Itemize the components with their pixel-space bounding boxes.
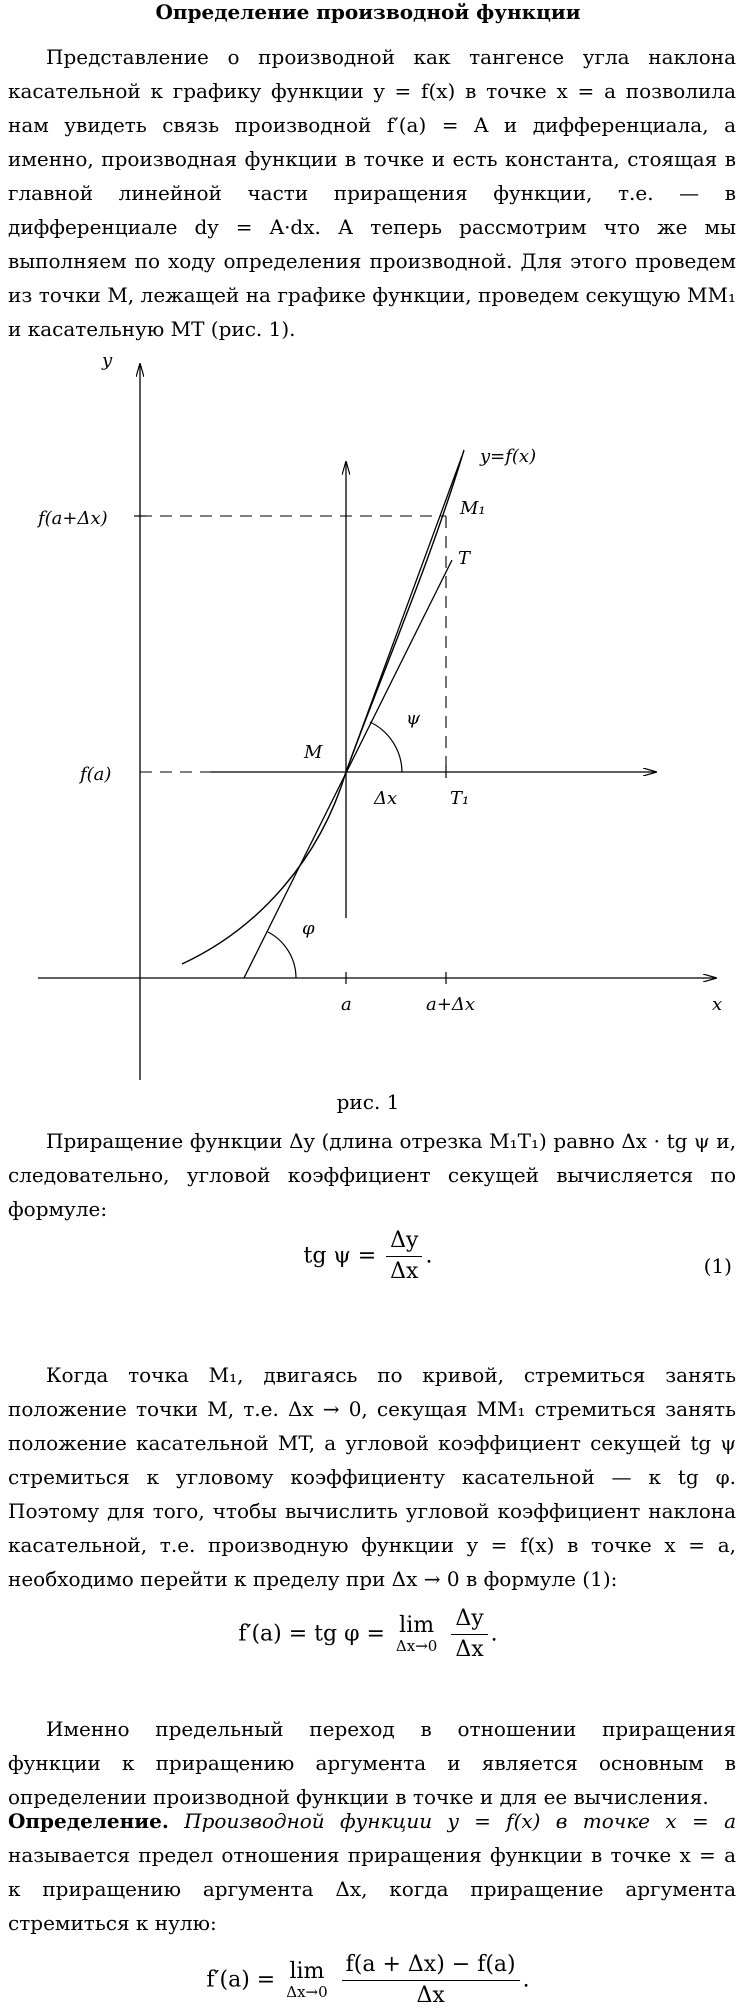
formula-2-limit: [395, 1612, 438, 1655]
angle-psi-arc: [370, 722, 402, 772]
label-phi: φ: [302, 918, 315, 939]
definition-rest: называется предел отношения приращения функции в точке x = a к приращению аргумента Δx, когда приращение аргумента стремиться к нулю:: [8, 1843, 736, 1935]
formula-3-den: Δx: [416, 1983, 445, 2008]
limit-paragraph: Когда точка M₁, двигаясь по кривой, стремиться занять положение точки M, т.е. Δx → 0, секущая MM₁ стремиться занять положение касательной MT, а угловой коэффициент секущей tg ψ стремиться к угловому коэффициенту касательной — к tg φ. Поэтому для того, чтобы вычислить угловой коэффициент наклона касательной, т.е. производную функции y = f(x) в точке x = a, необходимо перейти к пределу при Δx → 0 в формуле (1):: [8, 1363, 736, 1591]
page-title: Определение производной функции: [155, 0, 581, 24]
formula-3-fraction: [342, 1950, 520, 2011]
definition-italic: Производной функции y = f(x) в точке x = a: [184, 1809, 736, 1833]
function-curve: [182, 450, 464, 964]
formula-3-lhs: f′(a) =: [206, 1967, 276, 1993]
formula-2-lhs: f′(a) = tg φ =: [238, 1621, 385, 1647]
increment-paragraph: Приращение функции Δy (длина отрезка M₁T₁) равно Δx · tg ψ и, следовательно, угловой коэффициент секущей вычисляется по формуле:: [8, 1129, 736, 1221]
label-curve: y=f(x): [480, 446, 537, 467]
formula-2-lim: lim: [399, 1612, 435, 1638]
formula-2-num: Δy: [451, 1604, 487, 1635]
label-point-T: T: [458, 548, 471, 569]
tangent-line: [244, 560, 452, 978]
formula-2-lim-sub: Δx→0: [395, 1636, 438, 1655]
label-f-a-dx: f(a+Δx): [38, 508, 108, 529]
figure-caption: рис. 1: [336, 1090, 400, 1114]
formula-1-den: Δx: [390, 1259, 419, 1284]
figure-tangent-secant: [0, 338, 736, 1088]
intro-paragraph: Представление о производной как тангенсе угла наклона касательной к графику функции y = f(x) в точке x = a позволила нам увидеть связь производной f′(a) = A и дифференциала, а именно, производная функции в точке и есть константа, стоящая в главной линейной части приращения функции, т.е. — в дифференциале dy = A·dx. А теперь рассмотрим что же мы выполняем по ходу определения производной. Для этого проведем из точки M, лежащей на графике функции, проведем секущую MM₁ и касательную MT (рис. 1).: [8, 45, 736, 341]
label-a-dx: a+Δx: [426, 994, 475, 1015]
formula-1-num: Δy: [386, 1226, 422, 1257]
formula-3-lim-sub: Δx→0: [286, 1982, 328, 2001]
angle-phi-arc: [268, 932, 296, 978]
formula-3-num: f(a + Δx) − f(a): [342, 1950, 520, 1981]
formula-1: [0, 1226, 736, 1287]
formula-3-lim: lim: [289, 1958, 325, 1984]
secant-line: [346, 456, 462, 772]
formula-2-den: Δx: [455, 1637, 484, 1662]
label-point-M: M: [304, 742, 323, 763]
label-y-axis: y: [102, 350, 113, 371]
definition-paragraph: [8, 1804, 736, 1940]
formula-1-tail: .: [425, 1243, 433, 1269]
formula-2-tail: .: [490, 1621, 498, 1647]
label-psi: ψ: [406, 708, 421, 729]
formula-2-fraction: [451, 1604, 487, 1665]
formula-3-limit: [286, 1958, 328, 2001]
formula-2: [0, 1604, 736, 1665]
label-delta-x: Δx: [374, 788, 398, 809]
label-f-a: f(a): [80, 764, 112, 785]
formula-1-fraction: [386, 1226, 422, 1287]
definition-head: Определение.: [8, 1809, 169, 1833]
label-point-M1: M₁: [460, 498, 486, 519]
label-x-axis: x: [712, 994, 723, 1015]
label-point-T1: T₁: [450, 788, 470, 809]
formula-3-tail: .: [522, 1967, 530, 1993]
conclusion-paragraph: Именно предельный переход в отношении приращения функции к приращению аргумента и является основным в определении производной функции в точке и для ее вычисления.: [8, 1717, 736, 1809]
equation-number: (1): [703, 1254, 732, 1278]
label-a: a: [341, 994, 352, 1015]
formula-1-lhs: tg ψ =: [303, 1243, 377, 1269]
formula-3: [0, 1950, 736, 2011]
